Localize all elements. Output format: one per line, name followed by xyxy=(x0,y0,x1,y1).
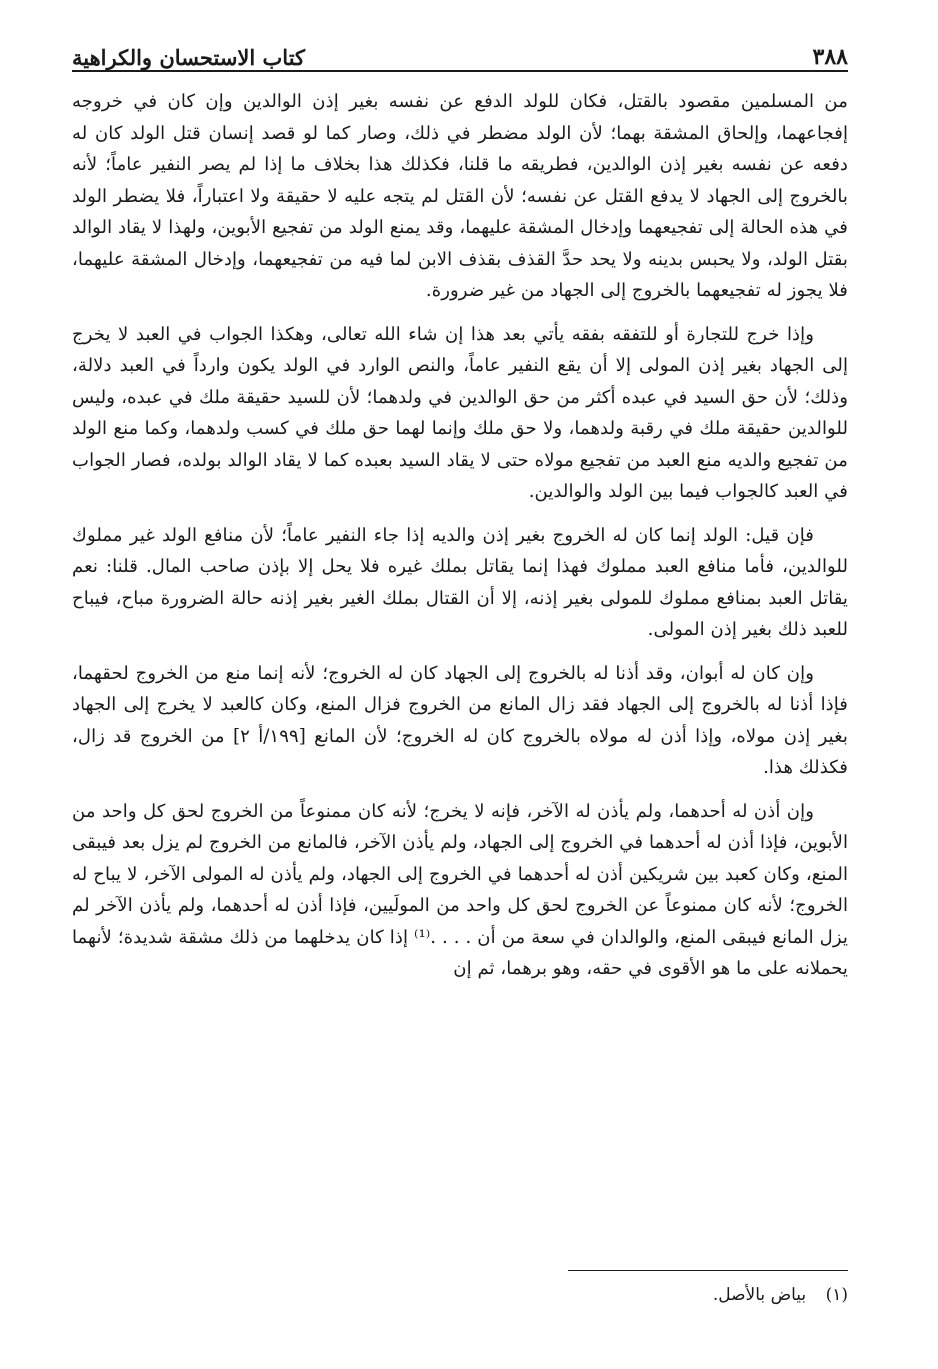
book-title: كتاب الاستحسان والكراهية xyxy=(72,45,306,70)
paragraph-1: من المسلمين مقصود بالقتل، فكان للولد الدفع عن نفسه بغير إذن الوالدين وإن كان في خروجه إفجاعهما، وإلحاق المشقة بهما؛ لأن الولد مضطر في ذلك، وصار كما لو قصد إنسان قتل الولد كان له دفعه عن نفسه بغير إذن الوالدين، فطريقه ما قلنا، فكذلك هذا بخلاف ما إذا لم يصر النفير عاماً؛ لأنه بالخروج إلى الجهاد لا يدفع القتل عن نفسه؛ لأن القتل لم يتجه عليه لا حقيقة ولا اعتباراً، فلا يضطر الولد في هذه الحالة إلى تفجيعهما وإدخال المشقة عليهما، وقد يمنع الولد من تفجيع الأبوين، ولهذا لا يقاد الوالد بقتل الولد، ولا يحبس بدينه ولا يحد حدَّ القذف بقذف الابن لما فيه من تفجيعهما، وإدخال المشقة عليهما، فلا يجوز له تفجيعهما بالخروج إلى الجهاد من غير ضرورة. xyxy=(72,91,848,301)
page-number: ٣٨٨ xyxy=(812,44,848,70)
paragraph-4: وإن كان له أبوان، وقد أذنا له بالخروج إلى الجهاد كان له الخروج؛ لأنه إنما منع من الخروج لحقهما، فإذا أذنا له بالخروج إلى الجهاد فقد زال المانع من الخروج فزال المنع، وكان كالعبد لا يخرج إلى الجهاد بغير إذن مولاه، وإذا أذن له مولاه بالخروج كان له الخروج؛ لأن المانع [١٩٩/أ ٢] من الخروج قد زال، فكذلك هذا. xyxy=(72,662,848,778)
document-page xyxy=(72,30,848,1340)
footnote xyxy=(713,1282,848,1308)
running-header xyxy=(72,30,848,72)
footnote-divider xyxy=(568,1270,848,1271)
paragraph-3: فإن قيل: الولد إنما كان له الخروج بغير إذن والديه إذا جاء النفير عاماً؛ لأن منافع الولد غير مملوك للوالدين، فأما منافع العبد مملوك فهذا إنما يقاتل بملك غيره فلا يحل إلا بإذن صاحب المال. قلنا: نعم يقاتل العبد بمنافع مملوك للمولى بغير إذنه، إلا أن القتال بملك الغير بغير إذنه حالة الضرورة مباح، فيباح للعبد ذلك بغير إذن المولى. xyxy=(72,524,848,640)
body-text xyxy=(72,86,848,985)
paragraph-5: وإن أذن له أحدهما، ولم يأذن له الآخر، فإنه لا يخرج؛ لأنه كان ممنوعاً من الخروج لحق كل واحد من الأبوين، فإذا أذن له أحدهما في الخروج إلى الجهاد، ولم يأذن الآخر، فالمانع من الخروج لم يزل بعد فيبقى المنع، وكان كعبد بين شريكين أذن له أحدهما في الخروج إلى الجهاد، ولم يأذن له المولى الآخر، لا يباح له الخروج؛ لأنه كان ممنوعاً عن الخروج لحق كل واحد من المولَيين، فإذا أذن له أحدهما، ولم يأذن الآخر لم يزل المانع فيبقى المنع، والوالدان في سعة من أن . . . .⁽¹⁾ إذا كان يدخلهما من ذلك مشقة شديدة؛ لأنهما يحملانه على ما هو الأقوى في حقه، وهو برهما، ثم إن xyxy=(72,800,848,979)
paragraph-2: وإذا خرج للتجارة أو للتفقه بفقه يأتي بعد هذا إن شاء الله تعالى، وهكذا الجواب في العبد لا يخرج إلى الجهاد بغير إذن المولى إلا أن يقع النفير عاماً، والنص الوارد في الولد يكون وارداً في العبد دلالة، وذلك؛ لأن حق السيد في عبده أكثر من حق الوالدين في ولدهما؛ لأن للسيد حقيقة ملك في عبده، وليس للوالدين حقيقة ملك في رقبة ولدهما، ولا حق ملك وإنما لهما حق ملك في كسب ولدهما، وكما منع الولد من تفجيع والديه منع العبد من تفجيع مولاه حتى لا يقاد السيد بعبده كما لا يقاد الوالد بولده، فصار الجواب في العبد كالجواب فيما بين الولد والوالدين. xyxy=(72,323,848,502)
footnote-text: بياض بالأصل. xyxy=(712,1285,807,1305)
footnote-marker: (١) xyxy=(825,1285,848,1305)
